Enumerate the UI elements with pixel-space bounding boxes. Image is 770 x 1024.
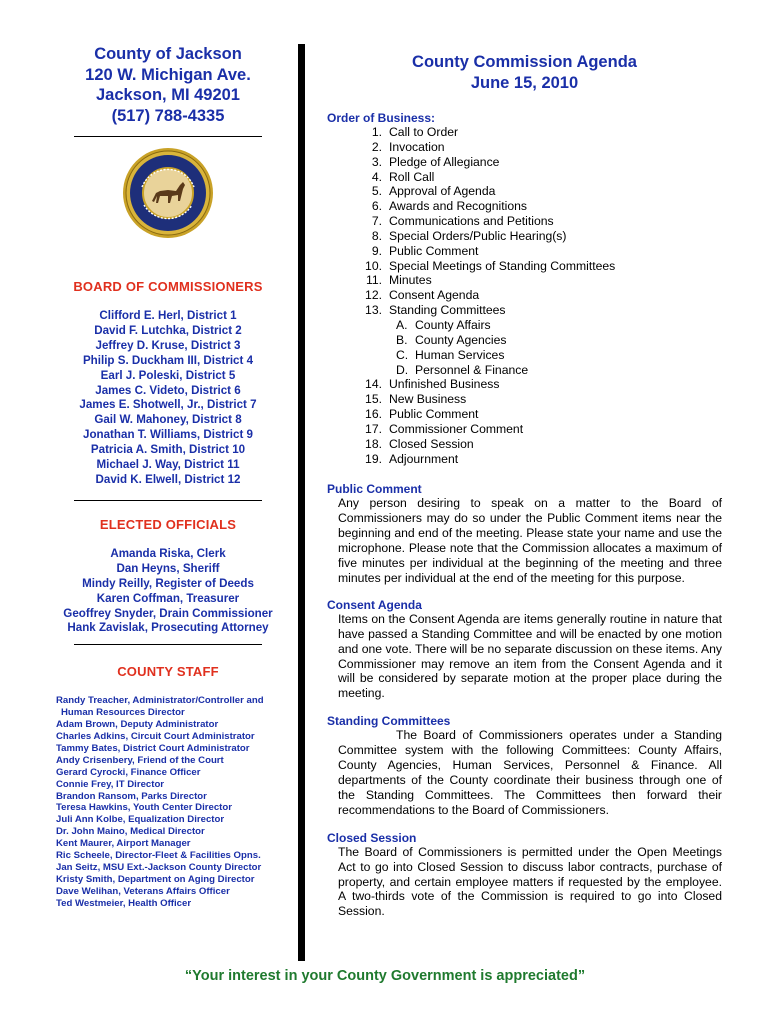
section-heading: Standing Committees (327, 714, 451, 729)
section-text: Items on the Consent Agenda are items generally routine in nature that have passed a Standing Committee and will be enacted by one motion and one vote. There will be no separate discussion on these items. Any Commissioner may remove an item from the Consent Agenda and it will be considered by separate motion at the proper place during the meeting. (338, 611, 722, 701)
agenda-item-number: 3. (371, 154, 382, 169)
staff-member: Gerard Cyrocki, Finance Officer (56, 766, 201, 778)
commissioner: Jeffrey D. Kruse, District 3 (95, 338, 241, 352)
section-heading: Public Comment (327, 482, 422, 497)
section-heading: Consent Agenda (327, 597, 422, 612)
agenda-item-number: 7. (371, 214, 382, 229)
agenda-item-number: 2. (371, 139, 382, 154)
agenda-subitem (327, 318, 722, 333)
standing-committees-section (327, 714, 722, 817)
agenda-item-text: Invocation (389, 139, 445, 154)
agenda-title-line: County Commission Agenda (412, 53, 637, 71)
agenda-item-text: Call to Order (389, 125, 459, 139)
agenda-item (327, 155, 722, 170)
agenda-subitem (327, 363, 722, 378)
subitem-text: Human Services (415, 347, 505, 362)
order-of-business-list (327, 125, 722, 466)
agenda-item-number: 17. (365, 421, 382, 436)
commissioner: James E. Shotwell, Jr., District 7 (79, 398, 257, 412)
agenda-item (327, 452, 722, 467)
staff-member: Dr. John Maino, Medical Director (56, 826, 205, 838)
address-line: (517) 788-4335 (111, 106, 225, 125)
agenda-item (327, 407, 722, 422)
agenda-item (327, 184, 722, 199)
staff-member: Teresa Hawkins, Youth Center Director (56, 802, 232, 814)
subitem-text: County Agencies (415, 332, 507, 347)
divider-rule (74, 644, 262, 645)
agenda-item (327, 273, 722, 288)
agenda-item-text: Commissioner Comment (389, 421, 524, 436)
commissioner: James C. Videto, District 6 (95, 383, 241, 397)
order-of-business-heading: Order of Business: (327, 111, 436, 125)
agenda-item (327, 303, 722, 318)
commissioner: David F. Lutchka, District 2 (94, 323, 242, 337)
subitem-letter: C. (396, 347, 409, 362)
agenda-item (327, 422, 722, 437)
agenda-item-number: 16. (365, 407, 382, 422)
subitem-text: County Affairs (415, 317, 491, 332)
subitem-letter: D. (396, 362, 409, 377)
agenda-item-number: 9. (371, 243, 382, 258)
agenda-item-text: Special Orders/Public Hearing(s) (389, 228, 567, 243)
agenda-item-text: Adjournment (389, 451, 459, 466)
staff-member: Kristy Smith, Department on Aging Director (56, 873, 255, 885)
board-heading: BOARD OF COMMISSIONERS (73, 279, 263, 294)
agenda-item-text: Special Meetings of Standing Committees (389, 258, 616, 273)
public-comment-section (327, 482, 722, 585)
staff-member: Ric Scheele, Director-Fleet & Facilities Opns. (56, 850, 261, 862)
agenda-item (327, 140, 722, 155)
agenda-item (327, 437, 722, 452)
agenda-item-number: 4. (371, 169, 382, 184)
section-text: The Board of Commissioners is permitted under the Open Meetings Act to go into Closed Session to discuss labor contracts, purchase of property, and certain employee matters if requested by the employee. A two-thirds vote of the Commission is required to go into Closed Session. (338, 844, 722, 919)
closed-session-section (327, 831, 722, 920)
staff-member: Jan Seitz, MSU Ext.-Jackson County Director (56, 862, 262, 873)
agenda-item-number: 19. (365, 451, 382, 466)
agenda-item-text: Consent Agenda (389, 288, 480, 303)
staff-member: Dave Welihan, Veterans Affairs Officer (56, 885, 230, 897)
agenda-item (327, 170, 722, 185)
consent-agenda-section (327, 598, 722, 701)
agenda-item-text: Public Comment (389, 243, 479, 258)
agenda-item-number: 14. (365, 377, 382, 392)
commissioner: Earl J. Poleski, District 5 (100, 368, 236, 382)
agenda-item-text: Roll Call (389, 169, 435, 184)
agenda-item-text: Public Comment (389, 407, 479, 422)
elected-official: Amanda Riska, Clerk (110, 546, 226, 560)
section-heading: Closed Session (327, 830, 417, 845)
column-divider (298, 44, 305, 961)
agenda-item-text: Minutes (389, 273, 432, 288)
divider-rule (74, 500, 262, 501)
agenda-item-text: Closed Session (389, 436, 474, 451)
county-address (52, 44, 284, 126)
subitem-text: Personnel & Finance (415, 362, 529, 377)
agenda-item-number: 12. (365, 288, 382, 303)
staff-member: Charles Adkins, Circuit Court Administrator (56, 731, 255, 743)
agenda-item-number: 5. (371, 184, 382, 199)
elected-list (52, 547, 284, 636)
staff-list (56, 695, 284, 909)
commissioner: Clifford E. Herl, District 1 (99, 309, 237, 322)
elected-official: Geoffrey Snyder, Drain Commissioner (63, 606, 273, 620)
county-seal (122, 147, 214, 239)
agenda-item-number: 18. (365, 436, 382, 451)
county-seal-icon (122, 147, 214, 239)
section-text: The Board of Commissioners operates under a Standing Committee system with the following Committees: County Affairs, County Agencies, Human Services, Personnel & Finance. All departments of the County coordinate their business through one of the Standing Committees. The Committees then forward their recommendations to the Board of Commissioners. (338, 728, 722, 817)
staff-member: Tammy Bates, District Court Administrator (56, 742, 250, 754)
address-line: Jackson, MI 49201 (95, 86, 240, 104)
commissioner: Philip S. Duckham III, District 4 (82, 353, 254, 367)
right-column (327, 52, 722, 919)
address-line: County of Jackson (94, 45, 242, 63)
agenda-item (327, 199, 722, 214)
agenda-item-number: 8. (371, 228, 382, 243)
agenda-item-text: Pledge of Allegiance (389, 154, 500, 169)
commissioner: Gail W. Mahoney, District 8 (94, 413, 242, 427)
staff-member: Kent Maurer, Airport Manager (56, 838, 191, 850)
agenda-item (327, 259, 722, 274)
staff-member: Juli Ann Kolbe, Equalization Director (56, 814, 225, 826)
elected-heading: ELECTED OFFICIALS (99, 516, 237, 532)
agenda-item-text: Standing Committees (389, 303, 506, 318)
agenda-item-number: 10. (365, 258, 382, 273)
divider-rule (74, 136, 262, 137)
elected-official: Hank Zavislak, Prosecuting Attorney (67, 621, 269, 635)
staff-member: Adam Brown, Deputy Administrator (56, 719, 219, 731)
agenda-subitem (327, 348, 722, 363)
agenda-item-text: Approval of Agenda (389, 184, 496, 199)
footer-slogan: “Your interest in your County Government is appreciated” (184, 968, 586, 984)
left-column (52, 44, 284, 910)
agenda-item (327, 244, 722, 259)
staff-member: Andy Crisenbery, Friend of the Court (56, 754, 224, 766)
address-line: 120 W. Michigan Ave. (85, 65, 251, 84)
agenda-item-number: 1. (371, 125, 382, 139)
staff-member: Randy Treacher, Administrator/Controller and (56, 695, 264, 707)
board-list (52, 309, 284, 488)
elected-official: Dan Heyns, Sheriff (116, 561, 220, 575)
agenda-item-number: 6. (371, 199, 382, 214)
commissioner: Jonathan T. Williams, District 9 (83, 428, 253, 442)
agenda-item (327, 125, 722, 140)
subitem-letter: A. (396, 317, 408, 332)
agenda-item-text: Awards and Recognitions (389, 199, 527, 214)
agenda-item-text: Unfinished Business (389, 377, 500, 392)
agenda-subitem (327, 333, 722, 348)
agenda-title (327, 52, 722, 94)
agenda-item (327, 214, 722, 229)
agenda-item-text: New Business (389, 392, 467, 407)
agenda-date: June 15, 2010 (470, 74, 579, 92)
elected-official: Mindy Reilly, Register of Deeds (82, 576, 254, 590)
agenda-item (327, 229, 722, 244)
agenda-item (327, 392, 722, 407)
agenda-item (327, 377, 722, 392)
section-text: Any person desiring to speak on a matter to the Board of Commissioners may do so under the Public Comment items near the beginning and end of the meeting. Please state your name and use the microphone. Please note that the Commission allocates a maximum of five minutes per individual at the beginning of the meeting and three minutes per individual at the end of the meeting for this purpose. (338, 496, 722, 585)
commissioner: Patricia A. Smith, District 10 (90, 443, 246, 457)
staff-member: Brandon Ransom, Parks Director (56, 790, 207, 802)
subitem-letter: B. (396, 332, 408, 347)
agenda-item-number: 13. (365, 303, 382, 318)
staff-member: Human Resources Director (61, 707, 185, 719)
staff-member: Ted Westmeier, Health Officer (56, 897, 192, 909)
elected-official: Karen Coffman, Treasurer (96, 591, 240, 605)
staff-heading: COUNTY STAFF (117, 664, 219, 680)
staff-member: Connie Frey, IT Director (56, 778, 165, 790)
commissioner: David K. Elwell, District 12 (95, 472, 241, 486)
agenda-item-number: 11. (365, 273, 382, 288)
agenda-item-text: Communications and Petitions (389, 214, 554, 229)
agenda-item (327, 288, 722, 303)
commissioner: Michael J. Way, District 11 (96, 458, 240, 472)
agenda-item-number: 15. (365, 392, 382, 407)
